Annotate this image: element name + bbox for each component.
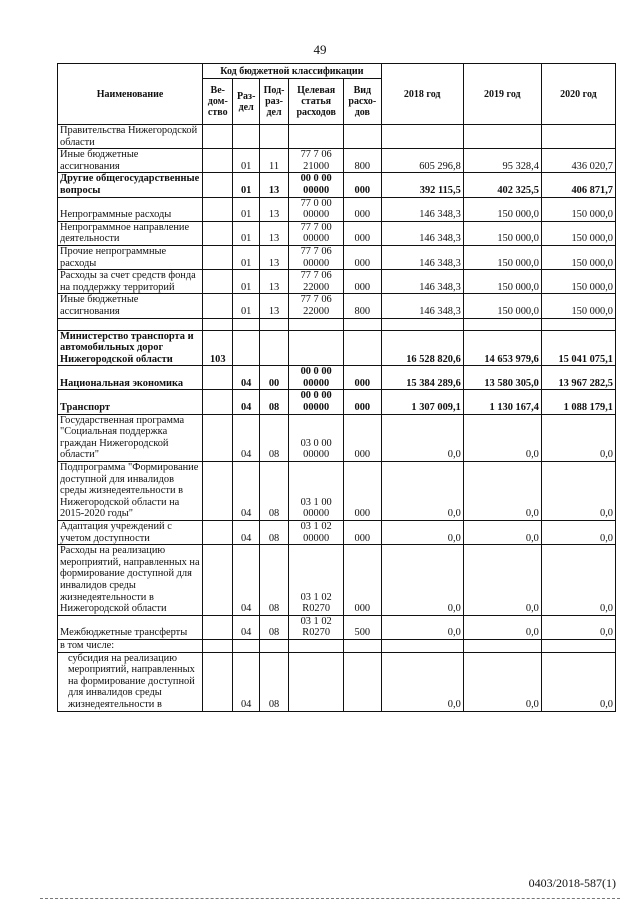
cell-y2019: 0,0 <box>463 462 541 521</box>
cell-vid: 000 <box>344 390 382 414</box>
cell-name: Государственная программа "Социальная поддержка граждан Нижегородской области" <box>58 414 203 461</box>
cell-y2019: 0,0 <box>463 414 541 461</box>
cell-name: Непрограммное направление деятельности <box>58 221 203 245</box>
cell-y2018: 146 348,3 <box>381 294 463 318</box>
cell-y2018: 0,0 <box>381 414 463 461</box>
table-row <box>58 652 616 711</box>
cell-raz: 04 <box>233 366 259 390</box>
cell-raz: 04 <box>233 615 259 639</box>
cell-raz: 01 <box>233 221 259 245</box>
cell-raz <box>233 318 259 330</box>
cell-name: Правительства Нижегородской области <box>58 125 203 149</box>
header-vedomstvo: Ве-дом-ство <box>203 79 233 125</box>
table-row <box>58 639 616 652</box>
cell-y2020: 0,0 <box>541 414 615 461</box>
cell-y2019: 402 325,5 <box>463 173 541 197</box>
cell-y2019: 0,0 <box>463 615 541 639</box>
cell-y2020: 150 000,0 <box>541 197 615 221</box>
cell-pod <box>259 125 288 149</box>
cell-pod: 08 <box>259 521 288 545</box>
cell-y2018: 0,0 <box>381 615 463 639</box>
cell-raz: 01 <box>233 197 259 221</box>
cell-name: Иные бюджетные ассигнования <box>58 149 203 173</box>
cell-pod <box>259 330 288 366</box>
cell-y2020: 0,0 <box>541 652 615 711</box>
cell-name <box>58 318 203 330</box>
cell-y2020: 150 000,0 <box>541 270 615 294</box>
cell-y2018: 146 348,3 <box>381 221 463 245</box>
cell-name: Прочие непрограммные расходы <box>58 245 203 269</box>
cell-y2018: 15 384 289,6 <box>381 366 463 390</box>
table-row <box>58 414 616 461</box>
cell-y2020: 436 020,7 <box>541 149 615 173</box>
cell-cel: 00 0 00 00000 <box>289 390 344 414</box>
table-row <box>58 149 616 173</box>
cell-cel <box>289 652 344 711</box>
cell-vid <box>344 318 382 330</box>
table-row <box>58 197 616 221</box>
table-body <box>58 125 616 712</box>
cell-vid <box>344 125 382 149</box>
cell-y2020: 150 000,0 <box>541 245 615 269</box>
cell-cel <box>289 639 344 652</box>
cell-ved <box>203 615 233 639</box>
header-razdel: Раз-дел <box>233 79 259 125</box>
cell-ved <box>203 545 233 616</box>
cell-y2018: 0,0 <box>381 462 463 521</box>
table-row <box>58 221 616 245</box>
table-row <box>58 294 616 318</box>
cell-y2020: 0,0 <box>541 462 615 521</box>
cell-raz: 01 <box>233 294 259 318</box>
cell-ved <box>203 414 233 461</box>
cell-pod: 13 <box>259 197 288 221</box>
cell-y2019: 0,0 <box>463 521 541 545</box>
cell-raz: 04 <box>233 390 259 414</box>
page-number: 49 <box>313 42 327 57</box>
cell-pod: 13 <box>259 221 288 245</box>
cell-name: Другие общегосударственные вопросы <box>58 173 203 197</box>
cell-pod <box>259 318 288 330</box>
cell-cel <box>289 330 344 366</box>
cell-vid: 000 <box>344 545 382 616</box>
cell-name: Национальная экономика <box>58 366 203 390</box>
cell-raz: 04 <box>233 462 259 521</box>
cell-ved <box>203 652 233 711</box>
table-row <box>58 462 616 521</box>
cell-pod: 13 <box>259 245 288 269</box>
cell-name: Подпрограмма "Формирование доступной для инвалидов среды жизнедеятельности в Нижегородской области на 2015-2020 годы" <box>58 462 203 521</box>
header-2020: 2020 год <box>541 64 615 125</box>
cell-vid <box>344 652 382 711</box>
cell-cel: 77 7 06 21000 <box>289 149 344 173</box>
cell-name: Транспорт <box>58 390 203 414</box>
cell-ved <box>203 245 233 269</box>
cell-raz: 01 <box>233 270 259 294</box>
cell-name: Иные бюджетные ассигнования <box>58 294 203 318</box>
cell-name: Расходы на реализацию мероприятий, направленных на формирование доступной для инвалидов среды жизнедеятельности в Нижегородской области <box>58 545 203 616</box>
cell-pod: 08 <box>259 462 288 521</box>
cell-y2020: 1 088 179,1 <box>541 390 615 414</box>
cell-cel: 77 0 00 00000 <box>289 197 344 221</box>
table-row <box>58 270 616 294</box>
cell-pod: 00 <box>259 366 288 390</box>
cell-ved <box>203 294 233 318</box>
cell-y2020: 13 967 282,5 <box>541 366 615 390</box>
table-row <box>58 318 616 330</box>
cell-pod: 08 <box>259 414 288 461</box>
cell-cel: 00 0 00 00000 <box>289 366 344 390</box>
cell-pod: 13 <box>259 294 288 318</box>
cell-y2019: 14 653 979,6 <box>463 330 541 366</box>
cell-cel: 03 0 00 00000 <box>289 414 344 461</box>
cell-raz <box>233 330 259 366</box>
cell-y2019 <box>463 125 541 149</box>
cell-cel: 03 1 02 R0270 <box>289 615 344 639</box>
table-row <box>58 173 616 197</box>
cell-vid: 800 <box>344 149 382 173</box>
cell-vid: 000 <box>344 462 382 521</box>
cell-raz: 04 <box>233 545 259 616</box>
cell-y2019: 150 000,0 <box>463 197 541 221</box>
cell-y2020: 0,0 <box>541 521 615 545</box>
cell-y2018: 146 348,3 <box>381 197 463 221</box>
cell-y2019: 95 328,4 <box>463 149 541 173</box>
cell-raz: 01 <box>233 149 259 173</box>
cell-cel: 03 1 00 00000 <box>289 462 344 521</box>
cell-ved <box>203 270 233 294</box>
cell-vid: 000 <box>344 245 382 269</box>
cell-vid: 000 <box>344 521 382 545</box>
cell-ved <box>203 318 233 330</box>
cell-raz: 04 <box>233 414 259 461</box>
cell-raz: 01 <box>233 173 259 197</box>
cell-y2018: 0,0 <box>381 652 463 711</box>
cell-y2018: 392 115,5 <box>381 173 463 197</box>
table-row <box>58 125 616 149</box>
cell-cel: 03 1 02 00000 <box>289 521 344 545</box>
header-2019: 2019 год <box>463 64 541 125</box>
cell-raz <box>233 639 259 652</box>
cell-cel <box>289 125 344 149</box>
cell-y2019: 13 580 305,0 <box>463 366 541 390</box>
cell-ved <box>203 173 233 197</box>
cell-ved <box>203 639 233 652</box>
cell-y2020 <box>541 125 615 149</box>
cell-pod <box>259 639 288 652</box>
cell-vid: 000 <box>344 197 382 221</box>
cell-y2019: 150 000,0 <box>463 245 541 269</box>
cell-raz <box>233 125 259 149</box>
cell-vid: 000 <box>344 221 382 245</box>
table-row <box>58 521 616 545</box>
cell-y2020 <box>541 639 615 652</box>
cell-name: Адаптация учреждений с учетом доступности <box>58 521 203 545</box>
cell-cel: 77 7 00 00000 <box>289 221 344 245</box>
cell-cel: 03 1 02 R0270 <box>289 545 344 616</box>
cell-ved <box>203 221 233 245</box>
cell-name: Непрограммные расходы <box>58 197 203 221</box>
header-2018: 2018 год <box>381 64 463 125</box>
cell-ved <box>203 462 233 521</box>
cell-y2018: 146 348,3 <box>381 245 463 269</box>
cell-y2019: 150 000,0 <box>463 294 541 318</box>
cell-ved <box>203 521 233 545</box>
cell-vid <box>344 639 382 652</box>
cell-y2019: 1 130 167,4 <box>463 390 541 414</box>
cell-y2018: 1 307 009,1 <box>381 390 463 414</box>
cell-cel <box>289 318 344 330</box>
table-row <box>58 615 616 639</box>
cell-ved <box>203 366 233 390</box>
cell-cel: 77 7 06 22000 <box>289 270 344 294</box>
header-name: Наименование <box>58 64 203 125</box>
budget-table <box>57 63 616 712</box>
table-row <box>58 245 616 269</box>
cell-y2018 <box>381 639 463 652</box>
cell-vid: 000 <box>344 414 382 461</box>
header-vid-rashodov: Вид расхо-дов <box>344 79 382 125</box>
cell-vid: 000 <box>344 366 382 390</box>
cell-name: Расходы за счет средств фонда на поддержку территорий <box>58 270 203 294</box>
cell-ved <box>203 125 233 149</box>
cell-name: в том числе: <box>58 639 203 652</box>
cell-pod: 08 <box>259 390 288 414</box>
cell-pod: 13 <box>259 270 288 294</box>
cell-pod: 13 <box>259 173 288 197</box>
cell-vid: 000 <box>344 270 382 294</box>
cell-y2020: 0,0 <box>541 615 615 639</box>
cell-vid: 500 <box>344 615 382 639</box>
cell-y2020: 0,0 <box>541 545 615 616</box>
cell-name: Министерство транспорта и автомобильных дорог Нижегородской области <box>58 330 203 366</box>
table-row <box>58 545 616 616</box>
table-row <box>58 366 616 390</box>
cell-y2019: 0,0 <box>463 545 541 616</box>
cell-y2019: 0,0 <box>463 652 541 711</box>
cell-y2018 <box>381 318 463 330</box>
header-podrazdel: Под-раз-дел <box>259 79 288 125</box>
cell-y2018: 605 296,8 <box>381 149 463 173</box>
cell-raz: 04 <box>233 521 259 545</box>
cell-cel: 00 0 00 00000 <box>289 173 344 197</box>
cell-vid <box>344 330 382 366</box>
cell-y2018: 0,0 <box>381 545 463 616</box>
cell-y2020: 150 000,0 <box>541 294 615 318</box>
cell-cel: 77 7 06 22000 <box>289 294 344 318</box>
header-group: Код бюджетной классификации <box>203 64 382 79</box>
cell-y2019 <box>463 318 541 330</box>
table-row <box>58 330 616 366</box>
cell-raz: 04 <box>233 652 259 711</box>
cell-cel: 77 7 06 00000 <box>289 245 344 269</box>
cell-y2018 <box>381 125 463 149</box>
cell-y2020 <box>541 318 615 330</box>
cell-y2020: 15 041 075,1 <box>541 330 615 366</box>
cell-vid: 800 <box>344 294 382 318</box>
cell-y2019: 150 000,0 <box>463 270 541 294</box>
header-cel-statya: Целевая статья расходов <box>289 79 344 125</box>
cell-raz: 01 <box>233 245 259 269</box>
cell-ved: 103 <box>203 330 233 366</box>
cell-name: Межбюджетные трансферты <box>58 615 203 639</box>
document-code: 0403/2018-587(1) <box>528 876 616 890</box>
cell-y2018: 146 348,3 <box>381 270 463 294</box>
cell-pod: 08 <box>259 652 288 711</box>
cell-ved <box>203 197 233 221</box>
table-row <box>58 390 616 414</box>
cell-y2019 <box>463 639 541 652</box>
cell-ved <box>203 390 233 414</box>
cell-y2018: 16 528 820,6 <box>381 330 463 366</box>
cell-y2020: 406 871,7 <box>541 173 615 197</box>
cell-vid: 000 <box>344 173 382 197</box>
cell-pod: 08 <box>259 615 288 639</box>
page-bottom-divider <box>40 898 620 899</box>
cell-name: субсидия на реализацию мероприятий, направленных на формирование доступной для инвалидов среды жизнедеятельности в <box>58 652 203 711</box>
cell-pod: 11 <box>259 149 288 173</box>
cell-y2019: 150 000,0 <box>463 221 541 245</box>
cell-y2018: 0,0 <box>381 521 463 545</box>
cell-ved <box>203 149 233 173</box>
cell-pod: 08 <box>259 545 288 616</box>
cell-y2020: 150 000,0 <box>541 221 615 245</box>
